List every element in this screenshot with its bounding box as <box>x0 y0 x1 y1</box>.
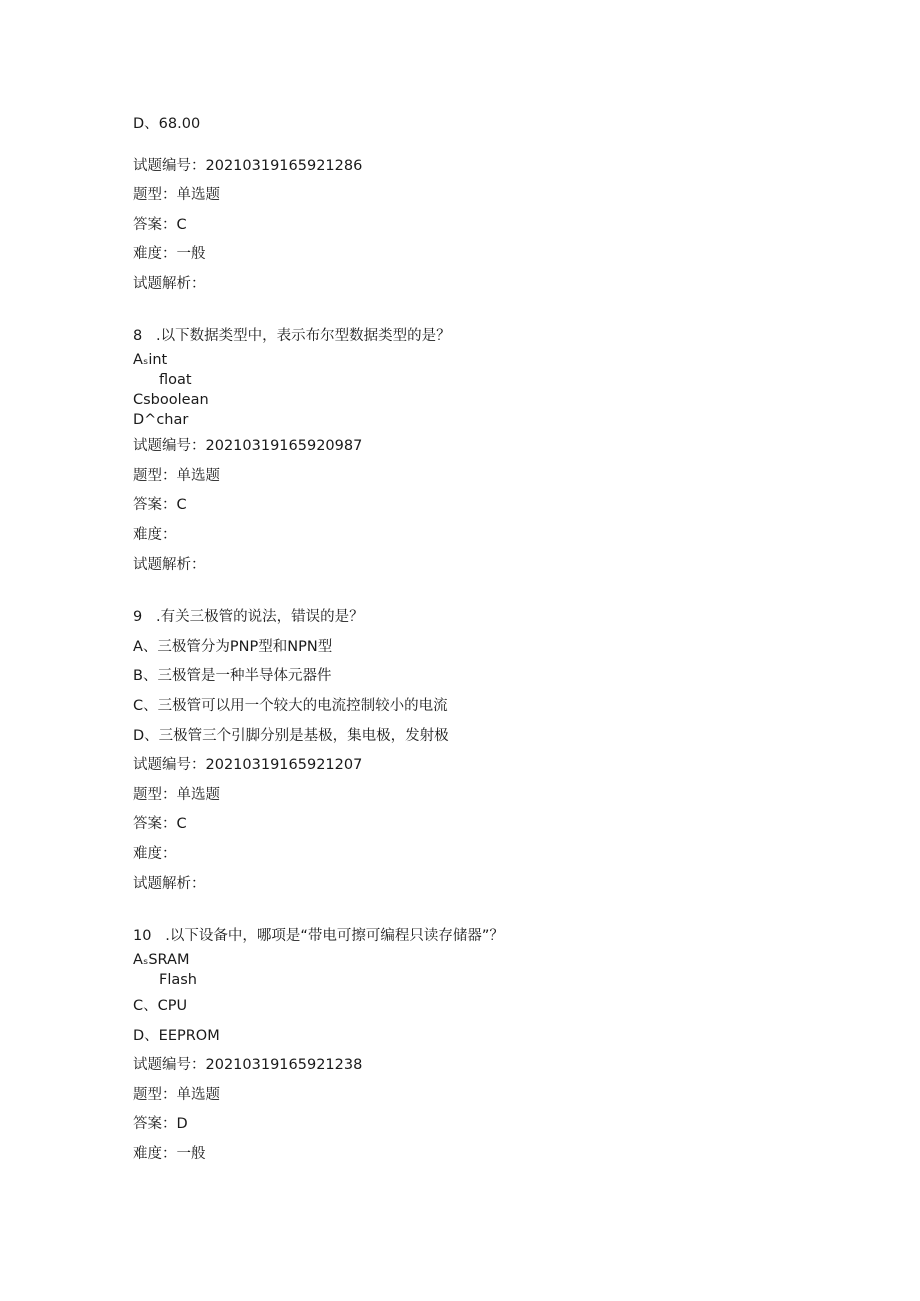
q9-option-a: A、三极管分为PNP型和NPN型 <box>133 639 333 655</box>
q9-id: 试题编号：20210319165921207 <box>133 757 363 773</box>
q8-difficulty: 难度： <box>133 527 177 543</box>
q10-type: 题型：单选题 <box>133 1087 220 1103</box>
q8-type: 题型：单选题 <box>133 468 220 484</box>
q9-option-b: B、三极管是一种半导体元器件 <box>133 668 332 684</box>
q7-answer: 答案：C <box>133 217 187 233</box>
q9-question: 9 .有关三极管的说法，错误的是？ <box>133 609 364 625</box>
q8-option-d: D^char <box>133 412 189 428</box>
q8-option-a: Aₛint <box>133 352 168 368</box>
q8-option-b: float <box>159 372 192 388</box>
q9-answer: 答案：C <box>133 816 187 832</box>
q7-id: 试题编号：20210319165921286 <box>133 158 363 174</box>
q10-option-a: AₛSRAM <box>133 952 190 968</box>
q9-option-c: C、三极管可以用一个较大的电流控制较小的电流 <box>133 698 448 714</box>
q9-difficulty: 难度： <box>133 846 177 862</box>
q9-type: 题型：单选题 <box>133 787 220 803</box>
q7-analysis: 试题解析： <box>133 276 206 292</box>
q9-option-d: D、三极管三个引脚分别是基极，集电极，发射极 <box>133 728 449 744</box>
q10-id: 试题编号：20210319165921238 <box>133 1057 363 1073</box>
q8-option-c: Csboolean <box>133 392 209 408</box>
q10-option-c: C、CPU <box>133 998 188 1014</box>
q8-question: 8 .以下数据类型中，表示布尔型数据类型的是？ <box>133 328 451 344</box>
q7-difficulty: 难度：一般 <box>133 246 206 262</box>
q10-option-d: D、EEPROM <box>133 1028 220 1044</box>
q10-question: 10 .以下设备中，哪项是“带电可擦可编程只读存储器”？ <box>133 928 504 944</box>
q10-answer: 答案：D <box>133 1116 188 1132</box>
q10-difficulty: 难度：一般 <box>133 1146 206 1162</box>
q10-option-b: Flash <box>159 972 197 988</box>
q9-analysis: 试题解析： <box>133 876 206 892</box>
q8-answer: 答案：C <box>133 497 187 513</box>
q8-id: 试题编号：20210319165920987 <box>133 438 363 454</box>
q8-analysis: 试题解析： <box>133 557 206 573</box>
q7-type: 题型：单选题 <box>133 187 220 203</box>
q7-option-d: D、68.00 <box>133 116 201 132</box>
